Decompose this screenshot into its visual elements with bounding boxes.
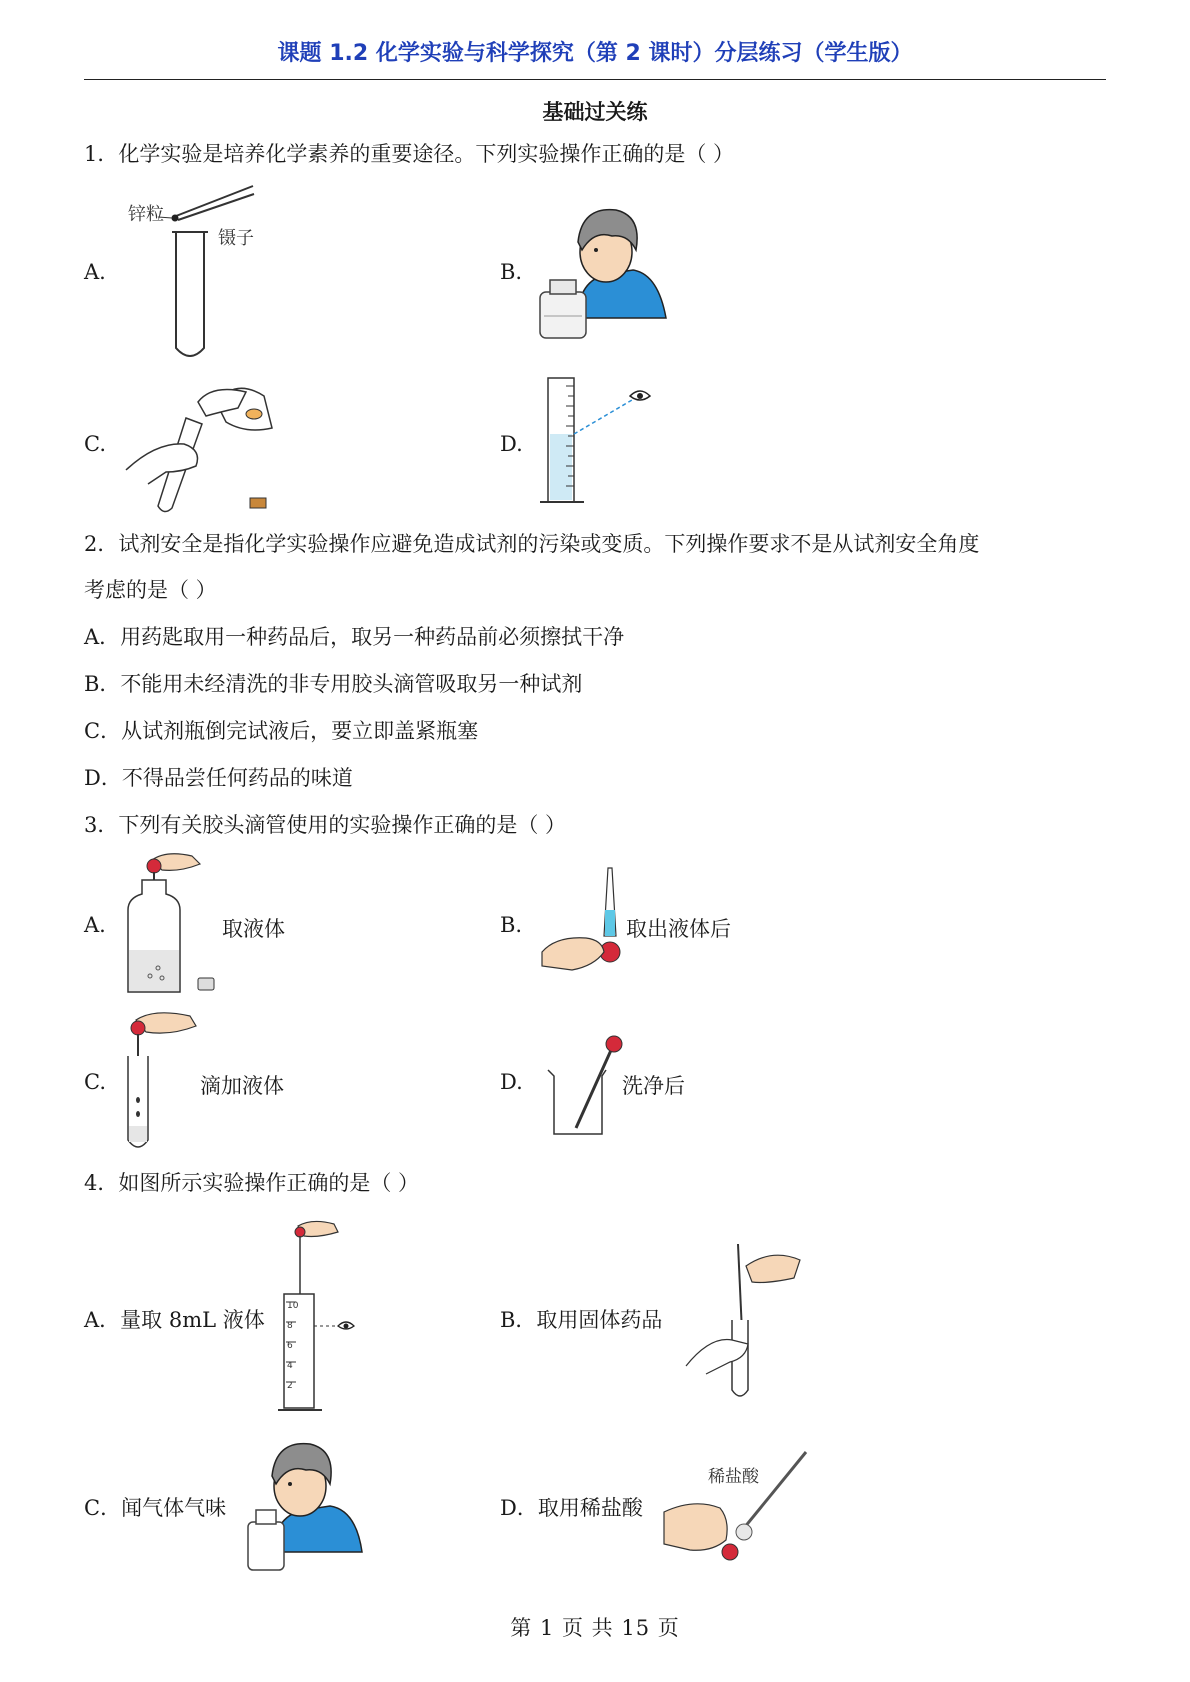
q3-option-b-label: B. (500, 913, 523, 937)
q4-cylinder-tick-6: 6 (287, 1341, 293, 1351)
q4-figure-a-graduated-cylinder (278, 1218, 368, 1418)
q2-option-a: A．用药匙取用一种药品后，取另一种药品前必须擦拭干净 (84, 625, 625, 649)
q4-cylinder-tick-4: 4 (287, 1361, 293, 1371)
q1-figure-a-test-tube (118, 180, 268, 360)
q2-option-d: D．不得品尝任何药品的味道 (84, 766, 353, 790)
q4-option-d-text: D．取用稀盐酸 (500, 1496, 643, 1520)
q4-figure-d-dilute-hcl (664, 1448, 814, 1568)
q3-option-a-label: A. (84, 913, 106, 937)
q1-fig-a-zinc-label: 锌粒 (128, 204, 164, 225)
q4-figure-b-solid-reagent (686, 1240, 806, 1400)
q1-option-c-label: C. (84, 432, 106, 456)
q4-cylinder-tick-2: 2 (287, 1381, 293, 1391)
q3-figure-d-dropper-in-beaker (544, 1030, 634, 1140)
q1-fig-a-tweezers-label: 镊子 (218, 228, 254, 249)
q2-stem-line1: 2．试剂安全是指化学实验操作应避免造成试剂的污染或变质。下列操作要求不是从试剂安全角度 (84, 532, 980, 556)
q1-figure-b-smelling (538, 200, 673, 340)
q4-option-a-text: A．量取 8mL 液体 (84, 1308, 265, 1332)
q2-stem-line2: 考虑的是（ ） (84, 578, 217, 602)
q3-option-d-label: D. (500, 1070, 523, 1094)
q4-cylinder-tick-10: 10 (287, 1301, 299, 1311)
q2-option-c: C．从试剂瓶倒完试液后，要立即盖紧瓶塞 (84, 719, 479, 743)
q2-option-b: B．不能用未经清洗的非专用胶头滴管吸取另一种试剂 (84, 672, 583, 696)
q1-option-a-label: A. (84, 260, 106, 284)
q1-stem: 1．化学实验是培养化学素养的重要途径。下列实验操作正确的是（ ） (84, 142, 735, 166)
document-title: 课题 1.2 化学实验与科学探究（第 2 课时）分层练习（学生版） (277, 41, 913, 66)
q3-figure-a-dropper-bottle (122, 850, 232, 1000)
q3-option-c-caption: 滴加液体 (200, 1074, 284, 1098)
q4-cylinder-tick-8: 8 (287, 1321, 293, 1331)
q3-option-d-caption: 洗净后 (622, 1074, 685, 1098)
q1-figure-d-cylinder-reading (540, 372, 660, 512)
q4-figure-c-smelling-gas (244, 1436, 364, 1574)
q1-option-b-label: B. (500, 260, 523, 284)
q4-option-c-text: C．闻气体气味 (84, 1496, 227, 1520)
q4-fig-d-label: 稀盐酸 (708, 1467, 759, 1487)
q1-figure-c-pouring (126, 372, 286, 520)
q3-figure-c-dropper-in-tube (124, 1008, 204, 1158)
page-number: 第 1 页 共 15 页 (510, 1616, 680, 1640)
q4-option-b-text: B．取用固体药品 (500, 1308, 663, 1332)
q3-option-a-caption: 取液体 (222, 917, 285, 941)
q1-option-d-label: D. (500, 432, 523, 456)
header-divider (84, 79, 1106, 80)
q3-option-c-label: C. (84, 1070, 106, 1094)
q3-option-b-caption: 取出液体后 (626, 917, 731, 941)
q4-stem: 4．如图所示实验操作正确的是（ ） (84, 1171, 420, 1195)
q3-stem: 3．下列有关胶头滴管使用的实验操作正确的是（ ） (84, 813, 567, 837)
section-title: 基础过关练 (542, 100, 648, 124)
